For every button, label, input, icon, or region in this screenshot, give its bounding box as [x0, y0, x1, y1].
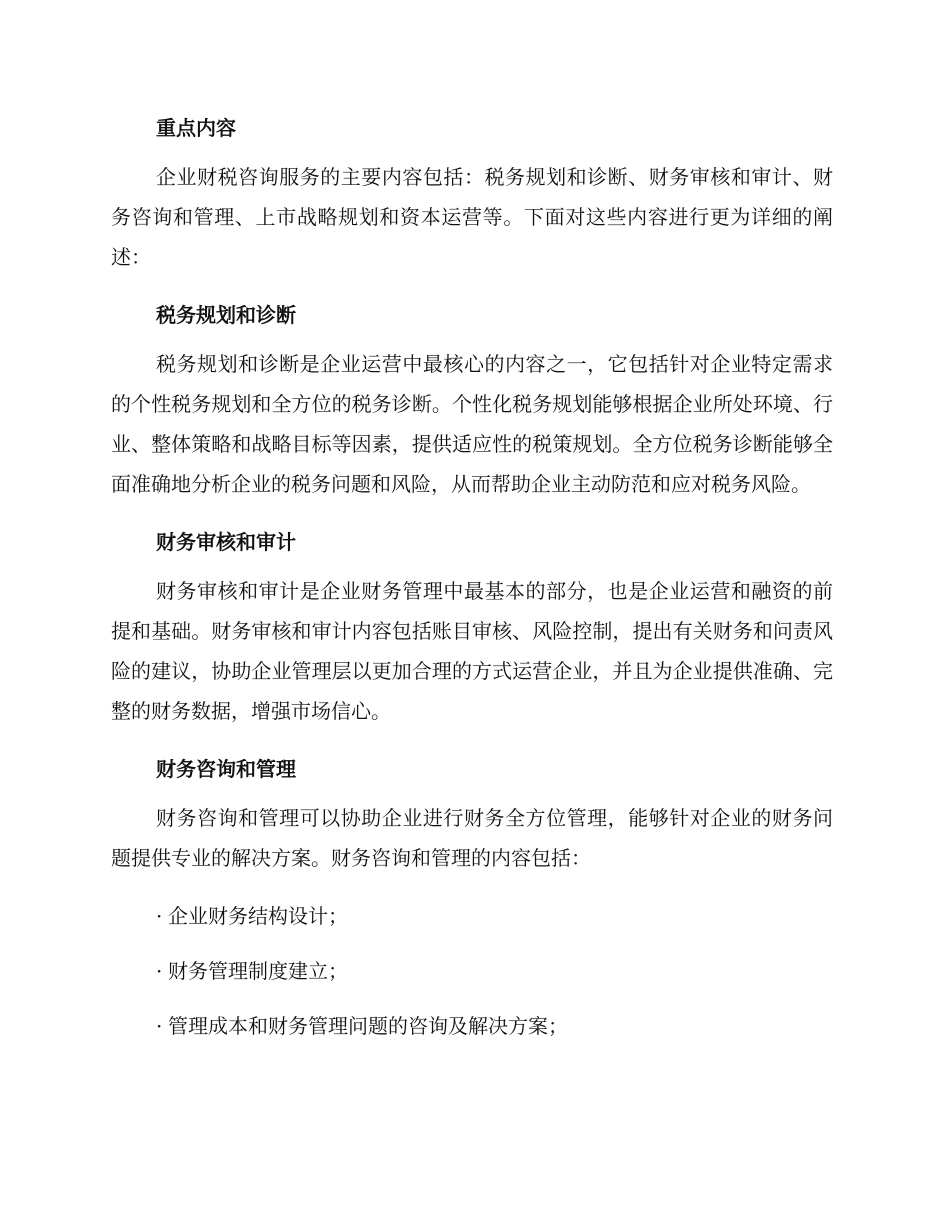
list-item: [111, 951, 833, 991]
list-item-text: 财务管理制度建立；: [168, 959, 348, 983]
section-heading: 财务咨询和管理: [156, 757, 296, 781]
document-page: [111, 108, 833, 1061]
section-paragraph: 财务咨询和管理可以协助企业进行财务全方位管理，能够针对企业的财务问题提供专业的解决方案。财务咨询和管理的内容包括：: [111, 806, 833, 870]
bullet-marker: ·: [156, 1014, 163, 1038]
section-heading: 税务规划和诊断: [156, 303, 296, 327]
section-heading: 财务审核和审计: [156, 530, 296, 554]
bullet-marker: ·: [156, 959, 163, 983]
section-paragraph: 税务规划和诊断是企业运营中最核心的内容之一，它包括针对企业特定需求的个性税务规划和全方位的税务诊断。个性化税务规划能够根据企业所处环境、行业、整体策略和战略目标等因素，提供适应性的税策规划。全方位税务诊断能够全面准确地分析企业的税务问题和风险，从而帮助企业主动防范和应对税务风险。: [111, 352, 833, 496]
section-paragraph: 财务审核和审计是企业财务管理中最基本的部分，也是企业运营和融资的前提和基础。财务审核和审计内容包括账目审核、风险控制，提出有关财务和问责风险的建议，协助企业管理层以更加合理的方式运营企业，并且为企业提供准确、完整的财务数据，增强市场信心。: [111, 579, 833, 723]
section-heading: 重点内容: [156, 116, 236, 140]
list-item-text: 企业财务结构设计；: [168, 904, 348, 928]
list-item-text: 管理成本和财务管理问题的咨询及解决方案；: [168, 1014, 568, 1038]
section-paragraph: 企业财税咨询服务的主要内容包括：税务规划和诊断、财务审核和审计、财务咨询和管理、上市战略规划和资本运营等。下面对这些内容进行更为详细的阐述：: [111, 165, 833, 269]
list-item: [111, 1006, 833, 1046]
list-item: [111, 896, 833, 936]
bullet-marker: ·: [156, 904, 163, 928]
